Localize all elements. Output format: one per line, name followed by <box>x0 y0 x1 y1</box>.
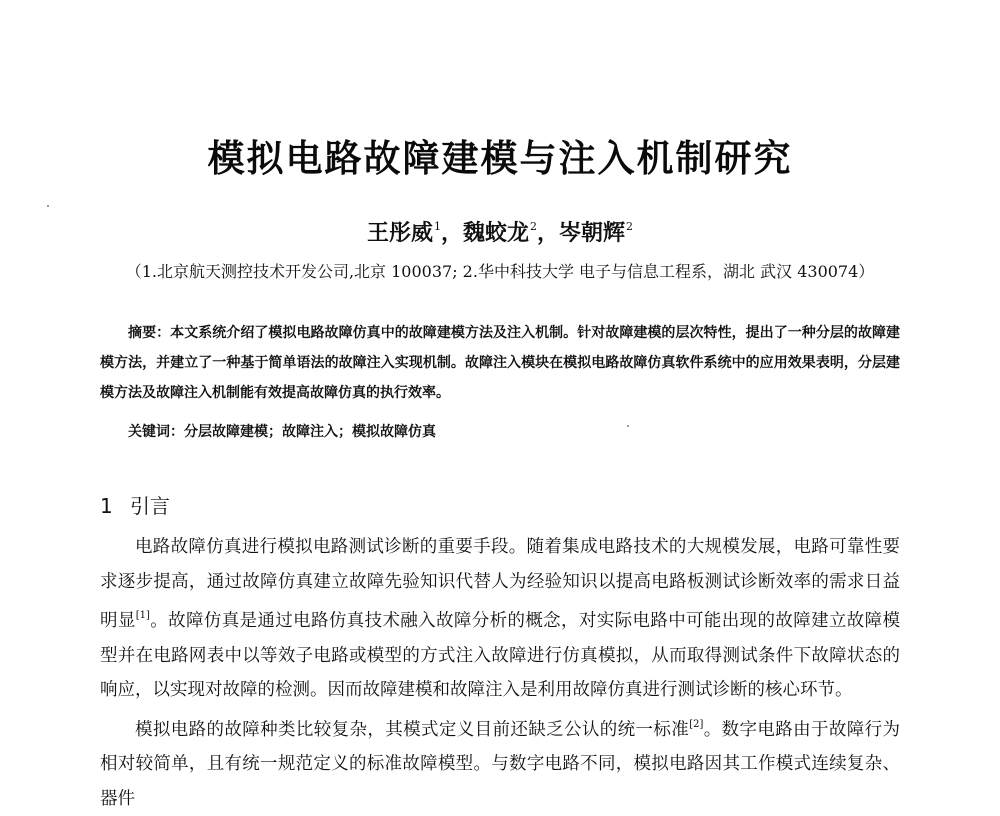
affiliation: （1.北京航天测控技术开发公司,北京 100037; 2.华中科技大学 电子与信息工程系，湖北 武汉 430074） <box>100 259 900 282</box>
paragraph-text: 电路故障仿真进行模拟电路测试诊断的重要手段。随着集成电路技术的大规模发展，电路可靠性要求逐步提高，通过故障仿真建立故障先验知识代替人为经验知识以提高电路板测试诊断效率的需求日益明显 <box>100 537 900 631</box>
section-heading <box>100 490 170 519</box>
abstract-label: 摘要： <box>128 325 170 341</box>
section-title: 引言 <box>130 494 170 518</box>
author-line <box>0 216 1000 247</box>
author-separator: ， <box>537 220 559 246</box>
paper-title: 模拟电路故障建模与注入机制研究 <box>0 128 1000 182</box>
scan-speck <box>627 425 629 427</box>
author-name: 岑朝辉 <box>559 220 625 246</box>
paragraph-text: 。故障仿真是通过电路仿真技术融入故障分析的概念，对实际电路中可能出现的故障建立故障模型并在电路网表中以等效子电路或模型的方式注入故障进行仿真模拟，从而取得测试条件下故障状态的响应，以实现对故障的检测。因而故障建模和故障注入是利用故障仿真进行测试诊断的核心环节。 <box>100 611 900 700</box>
abstract <box>100 318 900 408</box>
author-separator: ， <box>441 220 463 246</box>
section-number: 1 <box>100 494 130 518</box>
keywords <box>128 421 900 441</box>
affiliation-mark: 1 <box>434 220 441 233</box>
author-name: 魏蛟龙 <box>463 220 529 246</box>
abstract-text: 本文系统介绍了模拟电路故障仿真中的故障建模方法及注入机制。针对故障建模的层次特性，提出了一种分层的故障建模方法，并建立了一种基于简单语法的故障注入实现机制。故障注入模块在模拟电路故障仿真软件系统中的应用效果表明，分层建模方法及故障注入机制能有效提高故障仿真的执行效率。 <box>100 325 900 401</box>
scan-speck <box>47 205 49 207</box>
paragraph <box>100 708 900 816</box>
citation: [2] <box>689 719 703 730</box>
body-text <box>100 530 900 816</box>
paragraph-text: 模拟电路的故障种类比较复杂，其模式定义目前还缺乏公认的统一标准 <box>135 720 689 740</box>
keywords-label: 关键词： <box>128 424 184 440</box>
affiliation-mark: 2 <box>626 220 633 233</box>
paragraph-text: 。数字电路由于故障行为相对较简单，且有统一规范定义的标准故障模型。与数字电路不同，模拟电路因其工作模式连续复杂、器件 <box>100 720 900 809</box>
paragraph <box>100 530 900 708</box>
affiliation-mark: 2 <box>530 220 537 233</box>
author-name: 王彤威 <box>367 220 433 246</box>
citation: [1] <box>136 610 150 621</box>
keywords-text: 分层故障建模；故障注入；模拟故障仿真 <box>184 424 436 440</box>
